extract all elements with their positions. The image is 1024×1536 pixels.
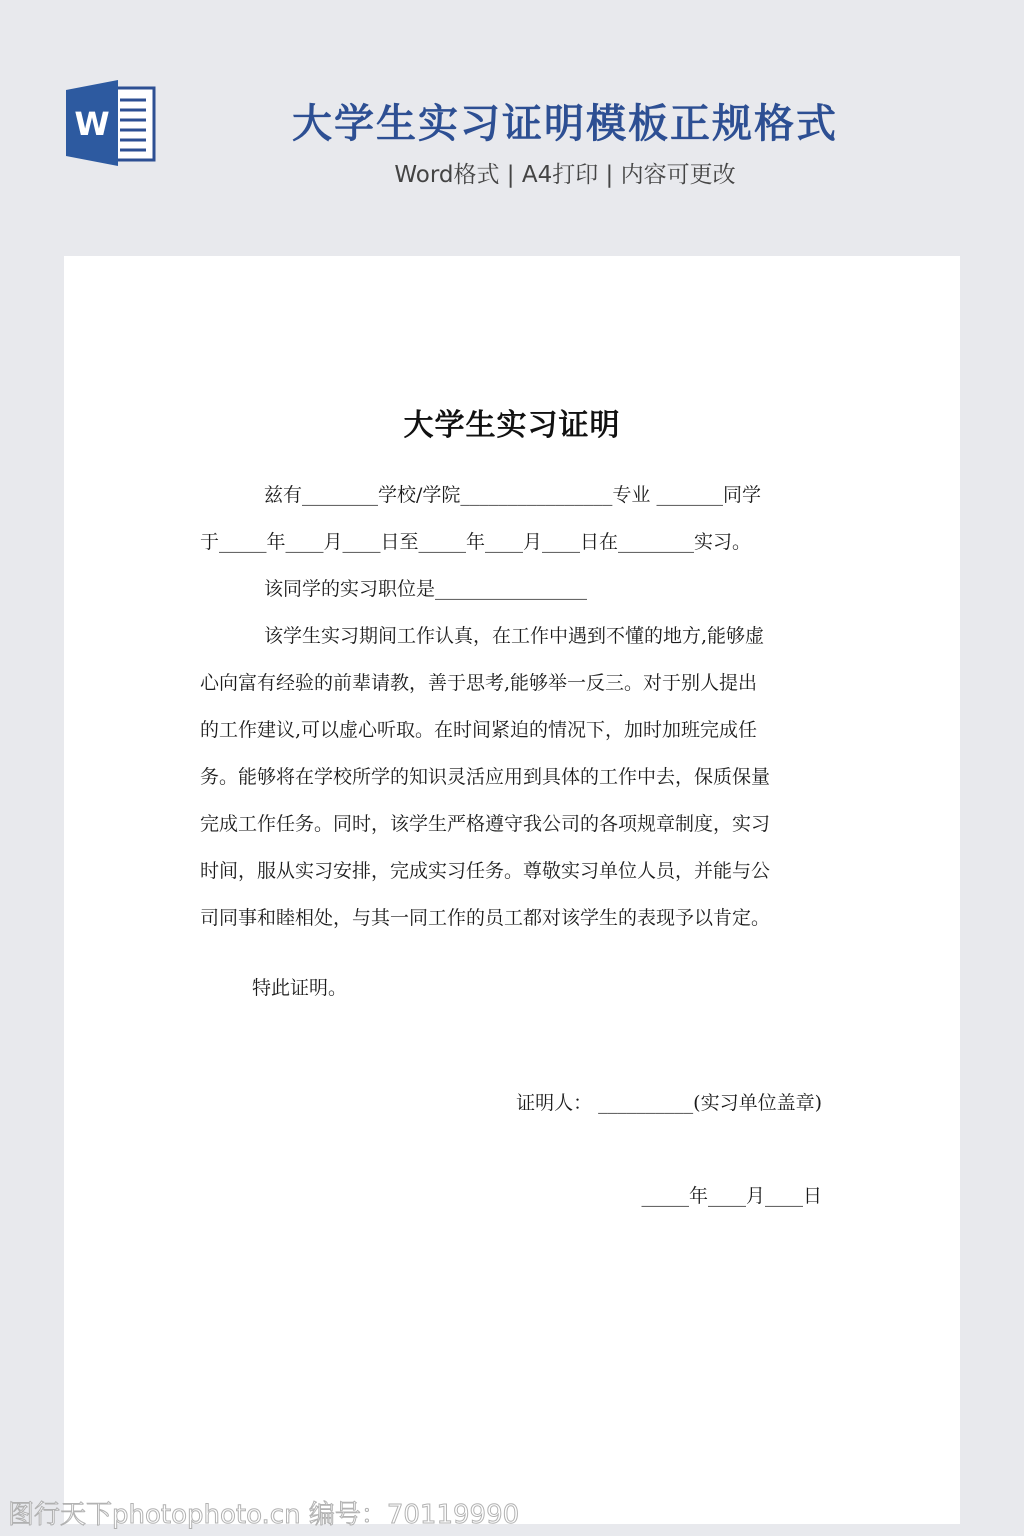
- document-page: [64, 256, 960, 1524]
- position-line: 该同学的实习职位是________________: [264, 578, 588, 600]
- body-line-7: 务。能够将在学校所学的知识灵活应用到具体的工作中去，保质保量: [200, 766, 771, 788]
- document-title: 大学生实习证明: [403, 408, 621, 443]
- body-line-4: 该学生实习期间工作认真，在工作中遇到不懂的地方,能够虚: [264, 625, 765, 647]
- body-line-6: 的工作建议,可以虚心听取。在时间紧迫的情况下，加时加班完成任: [200, 719, 758, 741]
- banner-subtitle: Word格式 | A4打印 | 内容可更改: [394, 162, 736, 188]
- body-line-2: 于_____年____月____日至_____年____月____日在________实习。: [200, 531, 752, 553]
- body-line-5: 心向富有经验的前辈请教，善于思考,能够举一反三。对于别人提出: [200, 672, 758, 694]
- signer-line: 证明人： __________(实习单位盖章): [516, 1092, 822, 1114]
- body-line-9: 时间，服从实习安排，完成实习任务。尊敬实习单位人员，并能与公: [200, 860, 771, 882]
- template-banner: [0, 0, 1024, 250]
- word-document-icon: [62, 80, 158, 166]
- body-line-1: 兹有________学校/学院________________专业 _______同学: [264, 484, 761, 506]
- body-line-10: 司同事和睦相处，与其一同工作的员工都对该学生的表现予以肯定。: [200, 907, 771, 929]
- closing-text: 特此证明。: [252, 977, 348, 999]
- body-line-8: 完成工作任务。同时，该学生严格遵守我公司的各项规章制度，实习: [200, 813, 771, 835]
- watermark-text: 图行天下photophoto.cn 编号：70119990: [8, 1500, 520, 1530]
- svg-text:W: W: [74, 105, 110, 143]
- date-line: _____年____月____日: [641, 1185, 822, 1207]
- banner-title: 大学生实习证明模板正规格式: [292, 101, 838, 147]
